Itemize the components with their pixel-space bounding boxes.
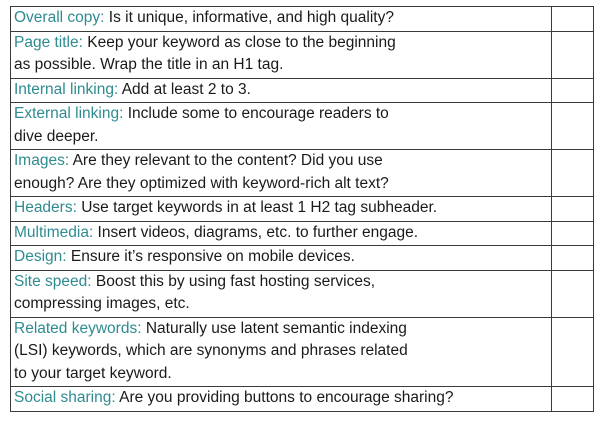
- checklist-item-text: [11, 103, 552, 150]
- checklist-item-term: Site speed:: [14, 272, 92, 290]
- checklist-item-text: [11, 31, 552, 78]
- checklist-row: [11, 221, 594, 246]
- checklist-item-line: [14, 32, 551, 55]
- checklist-item-line: [14, 7, 551, 30]
- checklist-row: [11, 7, 594, 32]
- checklist-checkbox-cell[interactable]: [552, 197, 594, 222]
- checklist-item-description: as possible. Wrap the title in an H1 tag.: [14, 56, 284, 73]
- checklist-item-term: Headers:: [14, 199, 77, 216]
- checklist-item-line: [14, 126, 551, 149]
- checklist-item-text: [11, 150, 552, 197]
- checklist-item-text: [11, 78, 552, 103]
- checklist-item-text: [11, 221, 552, 246]
- checklist-row: [11, 78, 594, 103]
- checklist-item-text: [11, 270, 552, 317]
- checklist-item-line: [14, 150, 551, 173]
- checklist-row: [11, 197, 594, 222]
- checklist-checkbox-cell[interactable]: [552, 150, 594, 197]
- checklist-checkbox-cell[interactable]: [552, 221, 594, 246]
- seo-checklist-table: [10, 6, 594, 412]
- checklist-item-term: Social sharing:: [14, 389, 116, 406]
- checklist-item-term: Related keywords:: [14, 319, 142, 337]
- checklist-item-description: Insert videos, diagrams, etc. to further engage.: [93, 223, 419, 241]
- checklist-item-term: Images:: [14, 152, 70, 169]
- checklist-item-description: Use target keywords in at least 1 H2 tag subheader.: [76, 199, 438, 216]
- checklist-checkbox-cell[interactable]: [552, 103, 594, 150]
- checklist-item-line: [14, 222, 551, 245]
- checklist-item-line: [14, 246, 551, 269]
- checklist-checkbox-cell[interactable]: [552, 317, 594, 387]
- checklist-item-line: [14, 293, 551, 316]
- checklist-item-description: Are you providing buttons to encourage sharing?: [115, 389, 454, 406]
- checklist-row: [11, 270, 594, 317]
- checklist-checkbox-cell[interactable]: [552, 246, 594, 271]
- checklist-checkbox-cell[interactable]: [552, 7, 594, 32]
- checklist-item-line: [14, 271, 551, 294]
- checklist-checkbox-cell[interactable]: [552, 31, 594, 78]
- checklist-item-term: Page title:: [14, 33, 83, 51]
- checklist-item-description: Naturally use latent semantic indexing: [141, 319, 407, 337]
- checklist-item-line: [14, 173, 551, 196]
- checklist-item-description: Include some to encourage readers to: [123, 105, 389, 122]
- checklist-item-description: (LSI) keywords, which are synonyms and phrases related: [14, 342, 408, 359]
- checklist-item-line: [14, 340, 551, 363]
- checklist-item-description: Ensure it’s responsive on mobile devices.: [66, 248, 355, 265]
- checklist-item-term: Overall copy:: [14, 9, 105, 26]
- checklist-item-description: Add at least 2 to 3.: [118, 80, 251, 98]
- checklist-item-text: [11, 317, 552, 387]
- checklist-checkbox-cell[interactable]: [552, 270, 594, 317]
- checklist-item-description: Keep your keyword as close to the beginning: [82, 33, 396, 51]
- checklist-item-description: compressing images, etc.: [14, 295, 190, 312]
- checklist-item-text: [11, 197, 552, 222]
- checklist-checkbox-cell[interactable]: [552, 78, 594, 103]
- checklist-row: [11, 317, 594, 387]
- checklist-body: [11, 7, 594, 412]
- checklist-row: [11, 103, 594, 150]
- checklist-item-line: [14, 197, 551, 220]
- checklist-item-line: [14, 363, 551, 386]
- checklist-item-text: [11, 387, 552, 412]
- checklist-item-text: [11, 7, 552, 32]
- checklist-item-line: [14, 318, 551, 341]
- checklist-item-description: Is it unique, informative, and high quality?: [104, 9, 394, 26]
- checklist-item-description: Are they relevant to the content? Did you use: [69, 152, 383, 169]
- checklist-row: [11, 387, 594, 412]
- checklist-item-term: External linking:: [14, 105, 124, 122]
- checklist-item-description: enough? Are they optimized with keyword-rich alt text?: [14, 174, 389, 192]
- checklist-checkbox-cell[interactable]: [552, 387, 594, 412]
- checklist-item-line: [14, 387, 551, 410]
- checklist-item-term: Design:: [14, 248, 67, 265]
- checklist-item-description: dive deeper.: [14, 127, 99, 145]
- checklist-item-description: to your target keyword.: [14, 364, 172, 382]
- checklist-item-description: Boost this by using fast hosting services,: [91, 272, 376, 290]
- checklist-item-term: Multimedia:: [14, 223, 94, 241]
- checklist-item-text: [11, 246, 552, 271]
- checklist-row: [11, 31, 594, 78]
- checklist-item-line: [14, 79, 551, 102]
- checklist-item-line: [14, 54, 551, 77]
- checklist-row: [11, 150, 594, 197]
- checklist-item-term: Internal linking:: [14, 80, 119, 98]
- checklist-row: [11, 246, 594, 271]
- checklist-item-line: [14, 103, 551, 126]
